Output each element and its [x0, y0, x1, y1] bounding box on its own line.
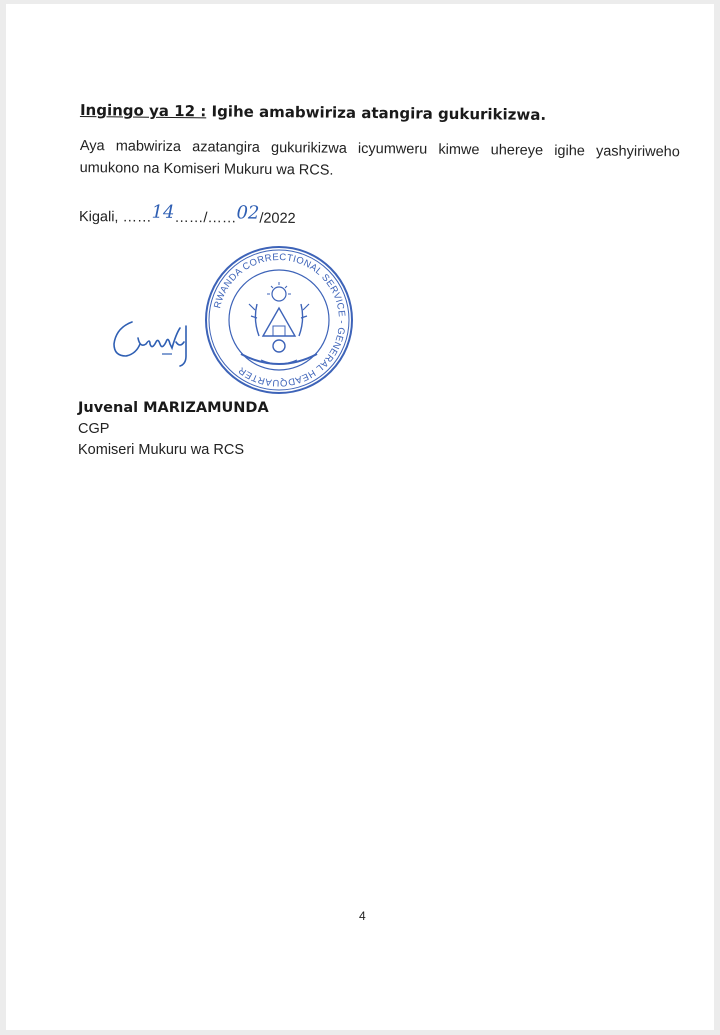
signatory-rank: CGP [78, 421, 110, 437]
article-body: Aya mabwiriza azatangira gukurikizwa icyumweru kimwe uhereye igihe yashyiriweho umukono na Komiseri Mukuru wa RCS. [79, 137, 680, 179]
date-year: /2022 [259, 210, 296, 227]
date-dots: …… [122, 209, 152, 226]
svg-text:RWANDA CORRECTIONAL SERVICE -: RWANDA CORRECTIONAL SERVICE - GENERAL HEADQUARTER [212, 251, 348, 389]
signatory-name: Juvenal MARIZAMUNDA [78, 400, 269, 416]
official-seal-stamp [203, 244, 355, 396]
document-page [6, 4, 714, 1030]
date-place: Kigali, [78, 209, 119, 226]
date-separator: ……/…… [174, 209, 237, 227]
date-day: 14 [151, 201, 175, 223]
signatory-title: Komiseri Mukuru wa RCS [78, 442, 244, 458]
date-month: 02 [236, 202, 260, 224]
date-line [78, 201, 296, 228]
article-number: Ingingo ya 12 : [79, 101, 207, 121]
article-heading [80, 101, 546, 124]
handwritten-signature [106, 304, 216, 374]
article-title: Igihe amabwiriza atangira gukurikizwa. [211, 102, 547, 124]
page-number: 4 [359, 909, 366, 923]
